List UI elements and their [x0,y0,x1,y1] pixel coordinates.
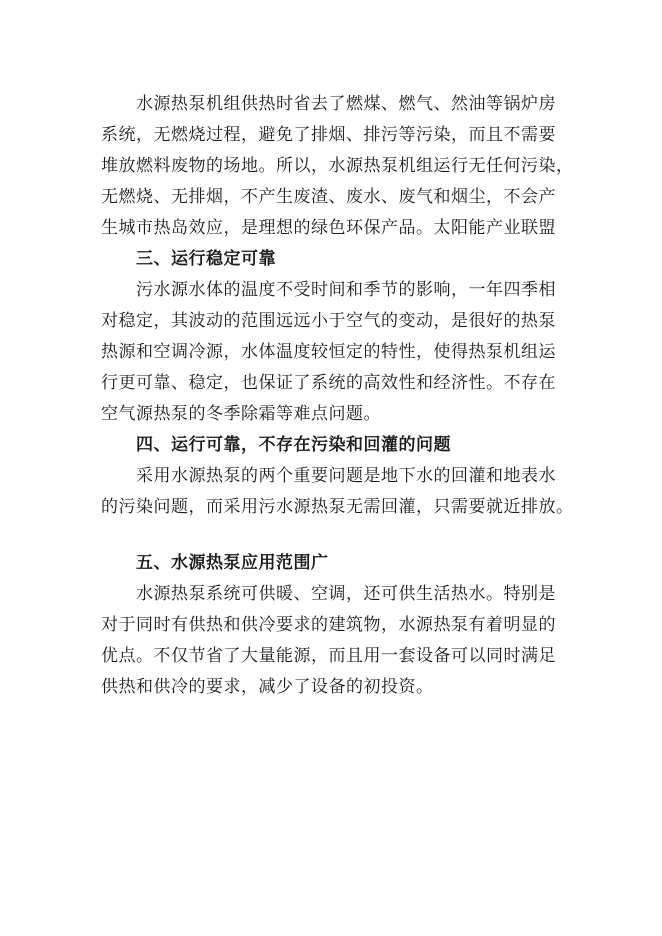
paragraph-3-line-2: 的污染问题，而采用污水源热泵无需回灌，只需要就近排放。 [101,497,574,517]
paragraph-1-line-3: 堆放燃料废物的场地。所以，水源热泵机组运行无任何污染， [101,156,574,176]
paragraph-1-line-4: 无燃烧、无排烟，不产生废渣、废水、废气和烟尘，不会产 [101,187,556,207]
paragraph-4-line-4: 供热和供冷的要求，减少了设备的初投资。 [101,677,434,697]
paragraph-1-line-2: 系统，无燃烧过程，避免了排烟、排污等污染，而且不需要 [101,125,556,145]
paragraph-2-line-1: 污水源水体的温度不受时间和季节的影响，一年四季相 [136,280,556,300]
paragraph-2-line-2: 对稳定，其波动的范围远远小于空气的变动，是很好的热泵 [101,311,556,331]
paragraph-3-line-1: 采用水源热泵的两个重要问题是地下水的回灌和地表水 [136,466,556,486]
section-heading-3: 三、运行稳定可靠 [136,249,276,269]
paragraph-4-line-3: 优点。不仅节省了大量能源，而且用一套设备可以同时满足 [101,646,556,666]
paragraph-4-line-2: 对于同时有供热和供冷要求的建筑物，水源热泵有着明显的 [101,615,556,635]
paragraph-1-line-1: 水源热泵机组供热时省去了燃煤、燃气、然油等锅炉房 [136,94,556,114]
section-heading-4: 四、运行可靠，不存在污染和回灌的问题 [136,435,451,455]
paragraph-1-line-5: 生城市热岛效应，是理想的绿色环保产品。太阳能产业联盟 [101,218,556,238]
paragraph-4-line-1: 水源热泵系统可供暖、空调，还可供生活热水。特别是 [136,584,556,604]
paragraph-2-line-3: 热源和空调冷源，水体温度较恒定的特性，使得热泵机组运 [101,342,556,362]
paragraph-2-line-5: 空气源热泵的冬季除霜等难点问题。 [101,404,381,424]
section-heading-5: 五、水源热泵应用范围广 [136,553,329,573]
paragraph-2-line-4: 行更可靠、稳定，也保证了系统的高效性和经济性。不存在 [101,373,556,393]
